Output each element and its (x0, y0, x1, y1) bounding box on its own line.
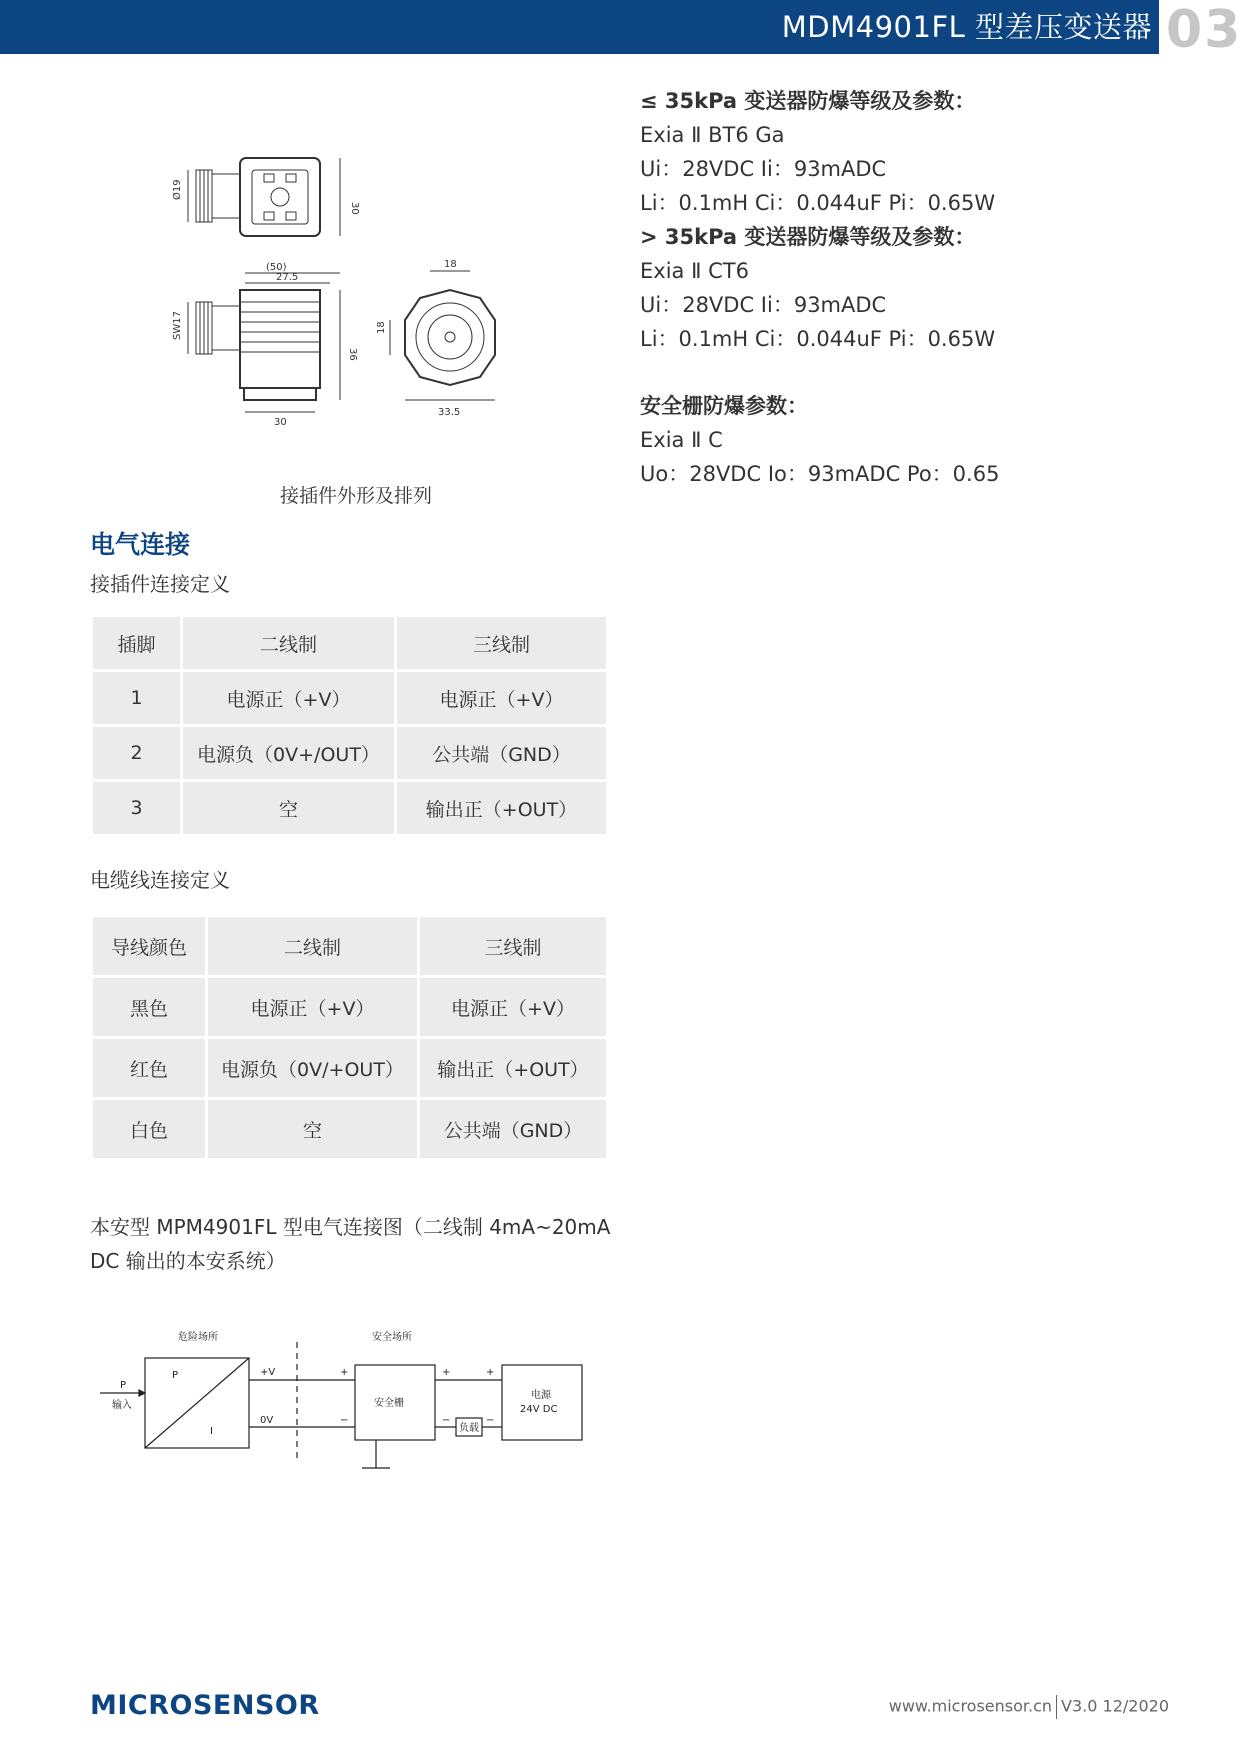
cable-table (90, 914, 609, 1161)
minus-label: − (442, 1415, 451, 1426)
table-cell: 电源负（0V+/OUT） (183, 727, 394, 779)
table-header-row (93, 617, 606, 669)
param-line: Li：0.1mH Ci：0.044uF Pi：0.65W (640, 327, 996, 351)
footer-divider (1056, 1695, 1057, 1719)
dim-w30: 30 (274, 417, 287, 428)
connector-subtitle: 接插件连接定义 (90, 572, 230, 596)
load-label: 负载 (459, 1423, 479, 1434)
wiring-diagram (90, 1320, 630, 1470)
footer-info (889, 1695, 1169, 1719)
explosion-proof-params (640, 84, 1200, 491)
plus-v-label: +V (260, 1367, 276, 1378)
wiring-note: 本安型 MPM4901FL 型电气连接图（二线制 4mA~20mA DC 输出的本安系统） (90, 1215, 611, 1273)
version-text: V3.0 12/2020 (1061, 1696, 1169, 1716)
dim-h18: 18 (376, 321, 387, 334)
table-cell: 电源正（+V） (183, 672, 394, 724)
table-row (93, 1039, 606, 1097)
dim-w27-5: 27.5 (276, 272, 299, 283)
minus-label: − (486, 1415, 495, 1426)
dim-w18: 18 (444, 259, 457, 270)
plus-label: + (486, 1367, 495, 1378)
table-cell: 黑色 (93, 978, 205, 1036)
param-heading: > 35kPa 变送器防爆等级及参数： (640, 225, 976, 249)
figure-caption: 接插件外形及排列 (279, 485, 432, 507)
table-cell: 1 (93, 672, 180, 724)
table-cell: 电源正（+V） (420, 978, 606, 1036)
table-row (93, 672, 606, 724)
dim-w33-5: 33.5 (438, 407, 461, 418)
param-line: Exia Ⅱ CT6 (640, 259, 749, 283)
table-cell: 公共端（GND） (420, 1100, 606, 1158)
side-view-housing (240, 290, 320, 388)
param-line: Exia Ⅱ C (640, 428, 723, 452)
plus-label: + (442, 1367, 451, 1378)
connector-table (90, 614, 609, 837)
header-cell: 二线制 (208, 917, 417, 975)
table-cell: 电源负（0V/+OUT） (208, 1039, 417, 1097)
table-cell: 红色 (93, 1039, 205, 1097)
table-cell: 输出正（+OUT） (397, 782, 606, 834)
barrier-params-heading: 安全栅防爆参数： (640, 394, 808, 418)
hazard-area-label: 危险场所 (178, 1332, 218, 1343)
table-cell: 电源正（+V） (397, 672, 606, 724)
brand-logo: MICROSENSOR (90, 1690, 320, 1721)
table-cell: 空 (208, 1100, 417, 1158)
header-cell: 三线制 (420, 917, 606, 975)
param-line: Exia Ⅱ BT6 Ga (640, 123, 785, 147)
header-cell: 导线颜色 (93, 917, 205, 975)
param-line: Ui：28VDC Ii：93mADC (640, 157, 887, 181)
section-title: 电气连接 (90, 530, 191, 559)
table-cell: 公共端（GND） (397, 727, 606, 779)
i-label: I (210, 1426, 213, 1437)
param-line: Uo：28VDC Io：93mADC Po：0.65 (640, 462, 1000, 486)
table-row (93, 782, 606, 834)
param-line: Li：0.1mH Ci：0.044uF Pi：0.65W (640, 191, 996, 215)
dim-h30-top: 30 (349, 202, 360, 215)
zero-v-label: 0V (260, 1415, 274, 1426)
table-cell: 3 (93, 782, 180, 834)
minus-label: − (340, 1415, 349, 1426)
header-cell: 插脚 (93, 617, 180, 669)
dim-sw17: SW17 (172, 311, 183, 340)
header-cell: 二线制 (183, 617, 394, 669)
param-line: Ui：28VDC Ii：93mADC (640, 293, 887, 317)
dim-h36: 36 (347, 348, 358, 361)
website-link[interactable]: www.microsensor.cn (888, 1696, 1053, 1716)
cable-subtitle: 电缆线连接定义 (90, 868, 230, 892)
input-p-label: P (120, 1380, 127, 1391)
connector-dimension-drawing (172, 140, 540, 440)
table-cell: 白色 (93, 1100, 205, 1158)
page-number: 03 (1166, 0, 1242, 60)
param-heading: ≤ 35kPa 变送器防爆等级及参数： (640, 89, 976, 113)
table-cell: 电源正（+V） (208, 978, 417, 1036)
p-label: P (172, 1370, 179, 1381)
power-label-2: 24V DC (520, 1404, 558, 1415)
power-supply-block (502, 1365, 582, 1440)
table-row (93, 978, 606, 1036)
dim-w50: (50) (266, 262, 287, 273)
table-header-row (93, 917, 606, 975)
dim-d19: Ø19 (172, 179, 183, 200)
table-cell: 2 (93, 727, 180, 779)
header-cell: 三线制 (397, 617, 606, 669)
input-label: 输入 (112, 1400, 132, 1411)
table-row (93, 727, 606, 779)
page-title: MDM4901FL 型差压变送器 (781, 10, 1152, 44)
power-label-1: 电源 (531, 1390, 551, 1401)
plus-label: + (340, 1367, 349, 1378)
table-cell: 空 (183, 782, 394, 834)
table-row (93, 1100, 606, 1158)
table-cell: 输出正（+OUT） (420, 1039, 606, 1097)
barrier-label: 安全栅 (374, 1398, 404, 1409)
safe-area-label: 安全场所 (372, 1332, 412, 1343)
